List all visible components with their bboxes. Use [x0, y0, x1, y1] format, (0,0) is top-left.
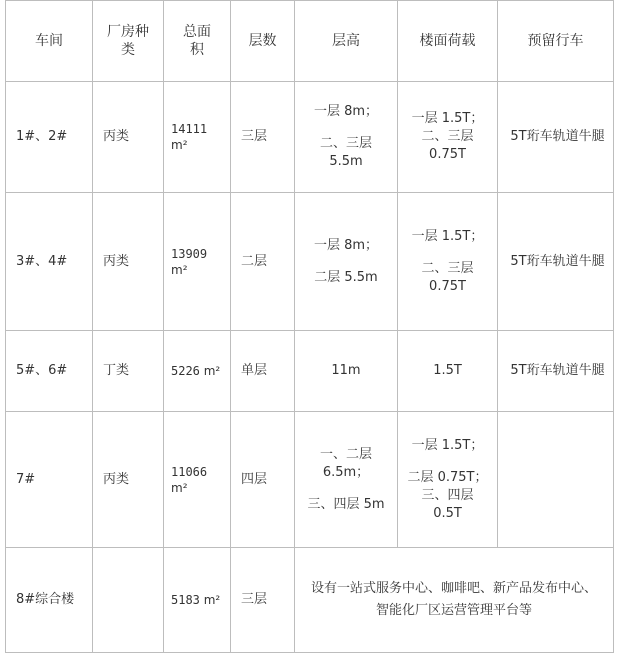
table-row [6, 193, 614, 331]
height-line: 二、三层 [319, 136, 372, 151]
height-line: 一层 8m； [313, 237, 379, 253]
cell-workshop: 8#综合楼 [6, 548, 93, 653]
area-unit: m² [171, 138, 188, 152]
area-unit: m² [203, 593, 221, 607]
cell-workshop: 3#、4# [6, 193, 93, 331]
area-unit: m² [203, 364, 221, 378]
area-value: 5226 [171, 364, 200, 378]
table-row [6, 548, 614, 653]
cell-building-type: 丙类 [93, 193, 164, 331]
cell-crane [498, 412, 614, 548]
cell-workshop: 5#、6# [6, 331, 93, 412]
height-line: 一、二层 [319, 446, 372, 462]
header-floor-height: 层高 [295, 1, 398, 82]
height-line: 6.5m； [322, 464, 370, 480]
cell-floor-load [398, 331, 498, 412]
area-value: 14111 [171, 122, 208, 136]
cell-crane: 5T珩车轨道牛腿 [498, 331, 614, 412]
cell-floors: 三层 [231, 82, 295, 193]
header-row [6, 1, 614, 82]
header-building-type: 厂房种类 [93, 1, 164, 82]
cell-building-type: 丁类 [93, 331, 164, 412]
load-line: 一层 1.5T； [411, 228, 484, 244]
header-workshop: 车间 [6, 1, 93, 82]
load-line: 0.75T [429, 147, 466, 162]
load-line: 二、三层 [421, 260, 474, 276]
table-row [6, 331, 614, 412]
area-unit: m² [171, 480, 188, 495]
load-line: 一层 1.5T； [411, 111, 484, 126]
header-crane: 预留行车 [498, 1, 614, 82]
cell-facility-note: 设有一站式服务中心、咖啡吧、新产品发布中心、智能化厂区运营管理平台等 [295, 548, 614, 653]
cell-crane: 5T珩车轨道牛腿 [498, 82, 614, 193]
workshop-spec-table [5, 0, 614, 653]
height-line: 11m [331, 363, 361, 378]
load-line: 一层 1.5T； [411, 437, 484, 453]
load-line: 1.5T [433, 363, 462, 378]
height-line: 5.5m [329, 154, 363, 169]
cell-area [164, 412, 231, 548]
cell-area [164, 548, 231, 653]
cell-area [164, 82, 231, 193]
area-value: 13909 [171, 246, 208, 261]
cell-area [164, 331, 231, 412]
cell-building-type: 丙类 [93, 82, 164, 193]
table-row [6, 412, 614, 548]
cell-workshop: 1#、2# [6, 82, 93, 193]
cell-crane: 5T珩车轨道牛腿 [498, 193, 614, 331]
header-floors: 层数 [231, 1, 295, 82]
header-floor-load: 楼面荷载 [398, 1, 498, 82]
load-line: 二、三层 [421, 129, 474, 144]
area-value: 5183 [171, 593, 200, 607]
cell-building-type [93, 548, 164, 653]
cell-floor-height [295, 82, 398, 193]
load-line: 二层 0.75T； [407, 469, 488, 485]
height-line: 一层 8m； [313, 104, 379, 119]
cell-floors: 二层 [231, 193, 295, 331]
height-line: 三、四层 5m [307, 496, 385, 512]
cell-floor-height [295, 412, 398, 548]
load-line: 三、四层 [421, 487, 474, 503]
load-line: 0.5T [433, 505, 462, 521]
table-row [6, 82, 614, 193]
cell-building-type: 丙类 [93, 412, 164, 548]
cell-floor-height [295, 331, 398, 412]
cell-floors: 三层 [231, 548, 295, 653]
cell-floors: 单层 [231, 331, 295, 412]
header-total-area: 总面积 [164, 1, 231, 82]
cell-area [164, 193, 231, 331]
height-line: 二层 5.5m [314, 269, 378, 285]
cell-workshop: 7# [6, 412, 93, 548]
cell-floor-height [295, 193, 398, 331]
cell-floor-load [398, 193, 498, 331]
area-unit: m² [171, 262, 188, 277]
area-value: 11066 [171, 464, 208, 479]
cell-floors: 四层 [231, 412, 295, 548]
cell-floor-load [398, 82, 498, 193]
cell-floor-load [398, 412, 498, 548]
load-line: 0.75T [429, 278, 466, 294]
